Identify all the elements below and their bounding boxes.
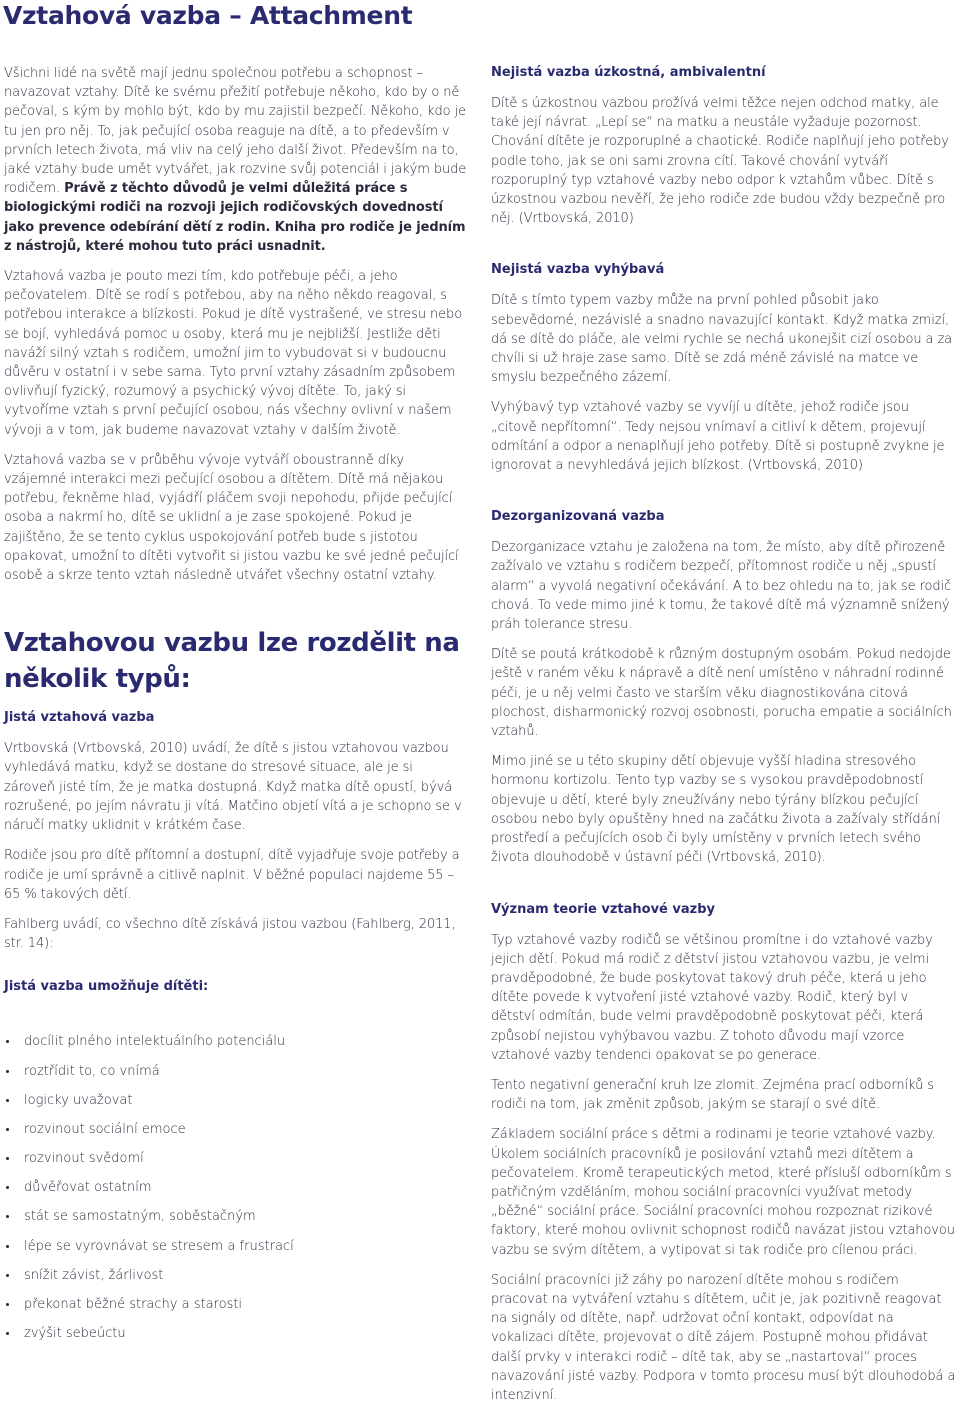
intro-text: Všichni lidé na světě mají jednu společnou potřebu a schopnost – navazovat vztahy. Dítě ke svému přežití potřebuje někoho, kdo by o ně pečoval, s kým by mohlo být, kdo by mu zajistil bezpečí. Někoho, kdo je tu jen pro něj. To, jak pečující osoba reaguje na dítě, a to především v prvních letech života, má vliv na celý jeho další život. Především na to, jaké vztahy bude umět vytvářet, jak rozvine svůj potenciál i jakým bude rodičem. [4, 66, 467, 197]
secure-paragraph-1: Vrtbovská (Vrtbovská, 2010) uvádí, že dítě s jistou vztahovou vazbou vyhledává matku, když se dostane do stresové situace, ale je si zároveň jisté tím, že je matka dostupná. Když matka dítě opustí, bývá rozrušené, po jejím návratu ji vítá. Matčino objetí vítá a je schopno se v náručí matky uklidnit v krátkém čase. [4, 741, 462, 834]
list-item: zvýšit sebeúctu [4, 1324, 467, 1343]
theory-meaning-heading: Význam teorie vztahové vazby [491, 901, 715, 917]
anxious-attachment-heading: Nejistá vazba úzkostná, ambivalentní [491, 65, 766, 80]
avoidant-paragraph-2: Vyhýbavý typ vztahové vazby se vyvíjí u dítěte, jehož rodiče jsou „citově nepřítomní“. Tedy nejsou vnímaví a citliví k dětem, projevují odmítání a odpor a nenaplňují jeho potřeby. Dítě si postupně zvykne je ignorovat a nevyhledává jejich blízkost. (Vrtbovská, 2010) [491, 400, 945, 474]
list-item: lépe se vyrovnávat se stresem a frustrací [4, 1237, 467, 1256]
secure-attachment-heading: Jistá vztahová vazba [4, 710, 155, 726]
meaning-paragraph-2: Tento negativní generační kruh lze zlomit. Zejména prací odborníků s rodiči na tom, jak změnit způsob, jakým se starají o své dítě. [491, 1077, 934, 1113]
list-item: překonat běžné strachy a starosti [4, 1295, 467, 1314]
secure-benefits-list [4, 1032, 467, 1343]
list-item: důvěřovat ostatním [4, 1178, 467, 1197]
types-heading: Vztahovou vazbu lze rozdělit na několik typů: [4, 628, 460, 695]
attachment-development-paragraph: Vztahová vazba se v průběhu vývoje vytváří oboustranně díky vzájemné interakci mezi pečující osobou a dítětem. Dítě má nějakou potřebu, řekněme hlad, vyjádří pláčem svoji nepohodu, přijde pečující osoba a nakrmí ho, dítě se uklidní a je zase spokojené. Pokud je zajištěno, že se tento cyklus uspokojování potřeb bude s jistotou opakovat, umožní to dítěti vytvořit si jistou vazbu ke své jedné pečující osobě a skrze tento vztah následně utvářet všechny ostatní vztahy. [4, 452, 459, 584]
disorganized-paragraph-2: Dítě se poutá krátkodobě k různým dostupným osobám. Pokud nedojde ještě v raném věku k nápravě a dítě není umístěno v náhradní rodinné péči, je u něj velmi často ve starším věku diagnostikována citová plochost, disharmonický rozvoj osobnosti, porucha empatie a sociálních vztahů. [491, 647, 952, 740]
list-item: roztřídit to, co vnímá [4, 1062, 467, 1081]
intro-bold-text: Právě z těchto důvodů je velmi důležitá práce s biologickými rodiči na rozvoji jejich rodičovských dovedností jako prevence odebírání dětí z rodin. Kniha pro rodiče je jedním z nástrojů, které mohou tuto práci usnadnit. [4, 181, 466, 254]
meaning-paragraph-3: Základem sociální práce s dětmi a rodinami je teorie vztahové vazby. Úkolem sociálních pracovníků je posilování vztahů mezi dítětem a pečovatelem. Kromě terapeutických metod, které přísluší odborníkům s patřičným vzděláním, mohou sociální pracovníci využívat metody „běžné“ sociální práce. Sociální pracovníci mohou rozpoznat rizikové faktory, které mohou ovlivnit schopnost rodičů navázat jistou vztahovou vazbu se svým dítětem, a vytipovat si tak rodiče pro cílenou práci. [491, 1127, 955, 1258]
avoidant-paragraph-1: Dítě s tímto typem vazby může na první pohled působit jako sebevědomé, nezávislé a snadno navazující kontakt. Když matka zmizí, dá se dítě do pláče, ale velmi rychle se nechá ukonejšit cizí osobou a za chvíli si už hraje zase samo. Dítě se zdá méně závislé na matce ve smyslu bezpečného zázemí. [491, 293, 953, 386]
list-item: snížit závist, žárlivost [4, 1266, 467, 1285]
disorganized-paragraph-1: Dezorganizace vztahu je založena na tom, že místo, aby dítě přirozeně zažívalo ve vztahu s rodičem bezpečí, přítomnost rodiče u něj „spustí alarm“ a vyvolá negativní očekávání. A to bez ohledu na to, jak se rodič chová. To vede mimo jiné k tomu, že takové dítě má významně snížený práh tolerance stresu. [491, 540, 952, 633]
secure-paragraph-2: Rodiče jsou pro dítě přítomní a dostupní, dítě vyjadřuje svoje potřeby a rodiče je umí správně a citlivě naplnit. V běžné populaci najdeme 55 – 65 % takových dětí. [4, 848, 460, 902]
meaning-paragraph-1: Typ vztahové vazby rodičů se většinou promítne i do vztahové vazby jejich dětí. Pokud má rodič z dětství jistou vztahovou vazbu, je velmi pravděpodobné, že bude poskytovat takový druh péče, která u jeho dítěte povede k vytvoření jisté vztahové vazby. Rodič, který byl v dětství odmítán, bude velmi pravděpodobně poskytovat péči, která způsobí nejistou vyhýbavou vazbu. Z tohoto důvodu mají vzorce vztahové vazby tendenci opakovat se po generace. [491, 932, 933, 1063]
right-column [491, 64, 956, 1416]
secure-paragraph-3: Fahlberg uvádí, co všechno dítě získává jistou vazbou (Fahlberg, 2011, str. 14): [4, 916, 456, 952]
disorganized-paragraph-3: Mimo jiné se u této skupiny dětí objevuje vyšší hladina stresového hormonu kortizolu. Tento typ vazby se s vysokou pravděpodobností objevuje u dětí, které byly zneužívány nebo týrány blízkou pečující osobou nebo byly opuštěny hned na začátku života a zažívaly střídání prostředí a pečujících osob či byly umístěny v prvních letech svého života dlouhodobě v ústavní péči (Vrtbovská, 2010). [491, 754, 941, 866]
secure-enables-heading: Jistá vazba umožňuje dítěti: [4, 979, 209, 995]
intro-paragraph [4, 64, 467, 256]
anxious-paragraph: Dítě s úzkostnou vazbou prožívá velmi těžce nejen odchod matky, ale také její návrat. „Lepí se“ na matku a neustále vyžaduje pozornost. Chování dítěte je rozporuplné a chaotické. Rodiče naplňují jeho potřeby podle toho, jak se oni sami zrovna cítí. Takové chování vytváří rozporuplný typ vztahové vazby nebo odpor k vztahům vůbec. Dítě s úzkostnou vazbou nevěří, že jeho rodiče zde budou vždy bezpečně pro něj. (Vrtbovská, 2010) [491, 96, 949, 227]
list-item: logicky uvažovat [4, 1091, 467, 1110]
meaning-paragraph-4: Sociální pracovníci již záhy po narození dítěte mohou s rodičem pracovat na vytváření vztahu s dítětem, učit je, jak pozitivně reagovat na signály od dítěte, např. udržovat oční kontakt, odpovídat na vokalizaci dítěte, projevovat o dítě zájem. Postupně mohou přidávat další prvky v interakci rodič – dítě tak, aby se „nastartoval“ proces navazování jisté vazby. Podpora v tomto procesu musí být dlouhodobá a intenzivní. [491, 1272, 956, 1403]
list-item: stát se samostatným, soběstačným [4, 1207, 467, 1226]
disorganized-attachment-heading: Dezorganizovaná vazba [491, 509, 665, 525]
list-item: rozvinout sociální emoce [4, 1120, 467, 1139]
page-title: Vztahová vazba – Attachment [3, 1, 413, 30]
left-column [4, 64, 467, 1353]
list-item: docílit plného intelektuálního potenciálu [4, 1032, 467, 1051]
avoidant-attachment-heading: Nejistá vazba vyhýbavá [491, 262, 665, 278]
list-item: rozvinout svědomí [4, 1149, 467, 1168]
attachment-definition-paragraph: Vztahová vazba je pouto mezi tím, kdo potřebuje péči, a jeho pečovatelem. Dítě se rodí s potřebou, aby na něho někdo reagoval, s potřebou interakce a blízkosti. Pokud je dítě vystrašené, ve stresu nebo se bojí, vyhledává pomoc u osoby, která mu je nejbližší. Jestliže děti naváží silný vztah s rodičem, umožní jim to vybudovat si v budoucnu důvěru v ostatní i v sebe sama. Tyto první vztahy zásadním způsobem ovlivňují fyzický, rozumový a psychický vývoj dítěte. To, jaký si vytvoříme vztah s první pečující osobou, nás všechny ovlivní v našem vývoji a v tom, jak budeme navazovat vztahy v dalším životě. [4, 269, 463, 438]
